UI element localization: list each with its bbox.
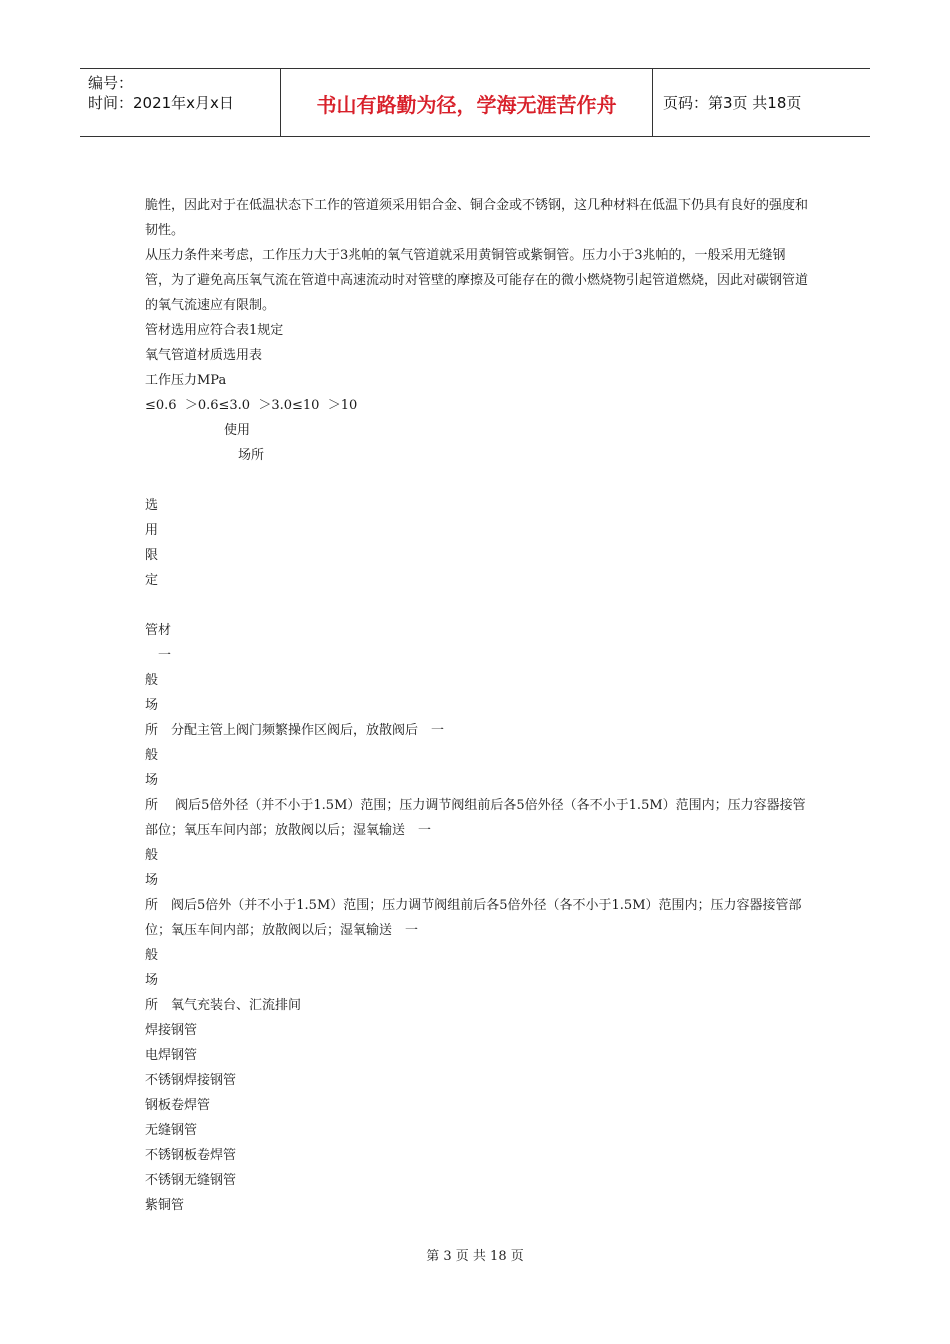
general-chang: 场 — [145, 873, 159, 888]
header-motto: 书山有路勤为径，学海无涯苦作舟 — [281, 69, 653, 136]
limit-char: 定 — [145, 573, 159, 588]
paragraph-low-temperature: 脆性，因此对于在低温状态下工作的管道须采用铝合金、铜合金或不锈钢，这几种材料在低温下仍具有良好的强度和韧性。 — [145, 198, 809, 238]
pipe-type: 电焊钢管 — [145, 1048, 198, 1063]
pipe-type: 不锈钢无缝钢管 — [145, 1173, 237, 1188]
limit-char: 用 — [145, 523, 159, 538]
document-body — [145, 193, 810, 1218]
general-chang: 场 — [145, 773, 159, 788]
general-chang: 场 — [145, 973, 159, 988]
page-header — [80, 68, 870, 137]
pipe-type: 紫铜管 — [145, 1198, 185, 1213]
limit-char: 限 — [145, 548, 159, 563]
use-label-1: 使用 — [224, 423, 251, 438]
header-meta — [80, 69, 281, 136]
general-ban: 般 — [145, 748, 159, 763]
pipe-type: 不锈钢板卷焊管 — [145, 1148, 237, 1163]
general-yi: 一 — [158, 648, 172, 663]
table-title: 氧气管道材质选用表 — [145, 348, 263, 363]
pipe-type: 不锈钢焊接钢管 — [145, 1073, 237, 1088]
general-ban: 般 — [145, 848, 159, 863]
pipe-type: 无缝钢管 — [145, 1123, 198, 1138]
pipe-material-label: 管材 — [145, 623, 172, 638]
general-chang: 场 — [145, 698, 159, 713]
page-footer: 第 3 页 共 18 页 — [426, 1249, 524, 1264]
general-ban: 般 — [145, 673, 159, 688]
pressure-label: 工作压力MPa — [145, 373, 227, 388]
general-ban: 般 — [145, 948, 159, 963]
paragraph-pressure: 从压力条件来考虑，工作压力大于3兆帕的氧气管道就采用黄铜管或紫铜管。压力小于3兆帕的，一般采用无缝钢管，为了避免高压氧气流在管道中高速流动时对管壁的摩擦及可能存在的微小燃烧物引起管道燃烧，因此对碳钢管道的氧气流速应有限制。 — [145, 248, 809, 313]
header-page-info: 页码：第3页 共18页 — [663, 94, 802, 112]
document-number-label: 编号： — [88, 74, 134, 92]
limit-char: 选 — [145, 498, 159, 513]
pipe-type: 焊接钢管 — [145, 1023, 198, 1038]
use-label-2: 场所 — [238, 448, 265, 463]
site-row-2: 所 阀后5倍外径（并不小于1.5M）范围；压力调节阀组前后各5倍外径（各不小于1.5M）范围内；压力容器接管部位；氧压车间内部；放散阀以后；湿氧输送 一 — [145, 798, 806, 838]
pipe-type: 钢板卷焊管 — [145, 1098, 211, 1113]
site-row-1: 所 分配主管上阀门频繁操作区阀后，放散阀后 一 — [145, 723, 445, 738]
site-row-4: 所 氧气充装台、汇流排间 — [145, 998, 302, 1013]
pressure-ranges: ≤0.6 ＞0.6≤3.0 ＞3.0≤10 ＞10 — [145, 398, 358, 413]
paragraph-table-reference: 管材选用应符合表1规定 — [145, 323, 284, 338]
site-row-3: 所 阀后5倍外（并不小于1.5M）范围；压力调节阀组前后各5倍外径（各不小于1.5M）范围内；压力容器接管部位；氧压车间内部；放散阀以后；湿氧输送 一 — [145, 898, 802, 938]
document-date-label: 时间：2021年x月x日 — [88, 94, 234, 112]
